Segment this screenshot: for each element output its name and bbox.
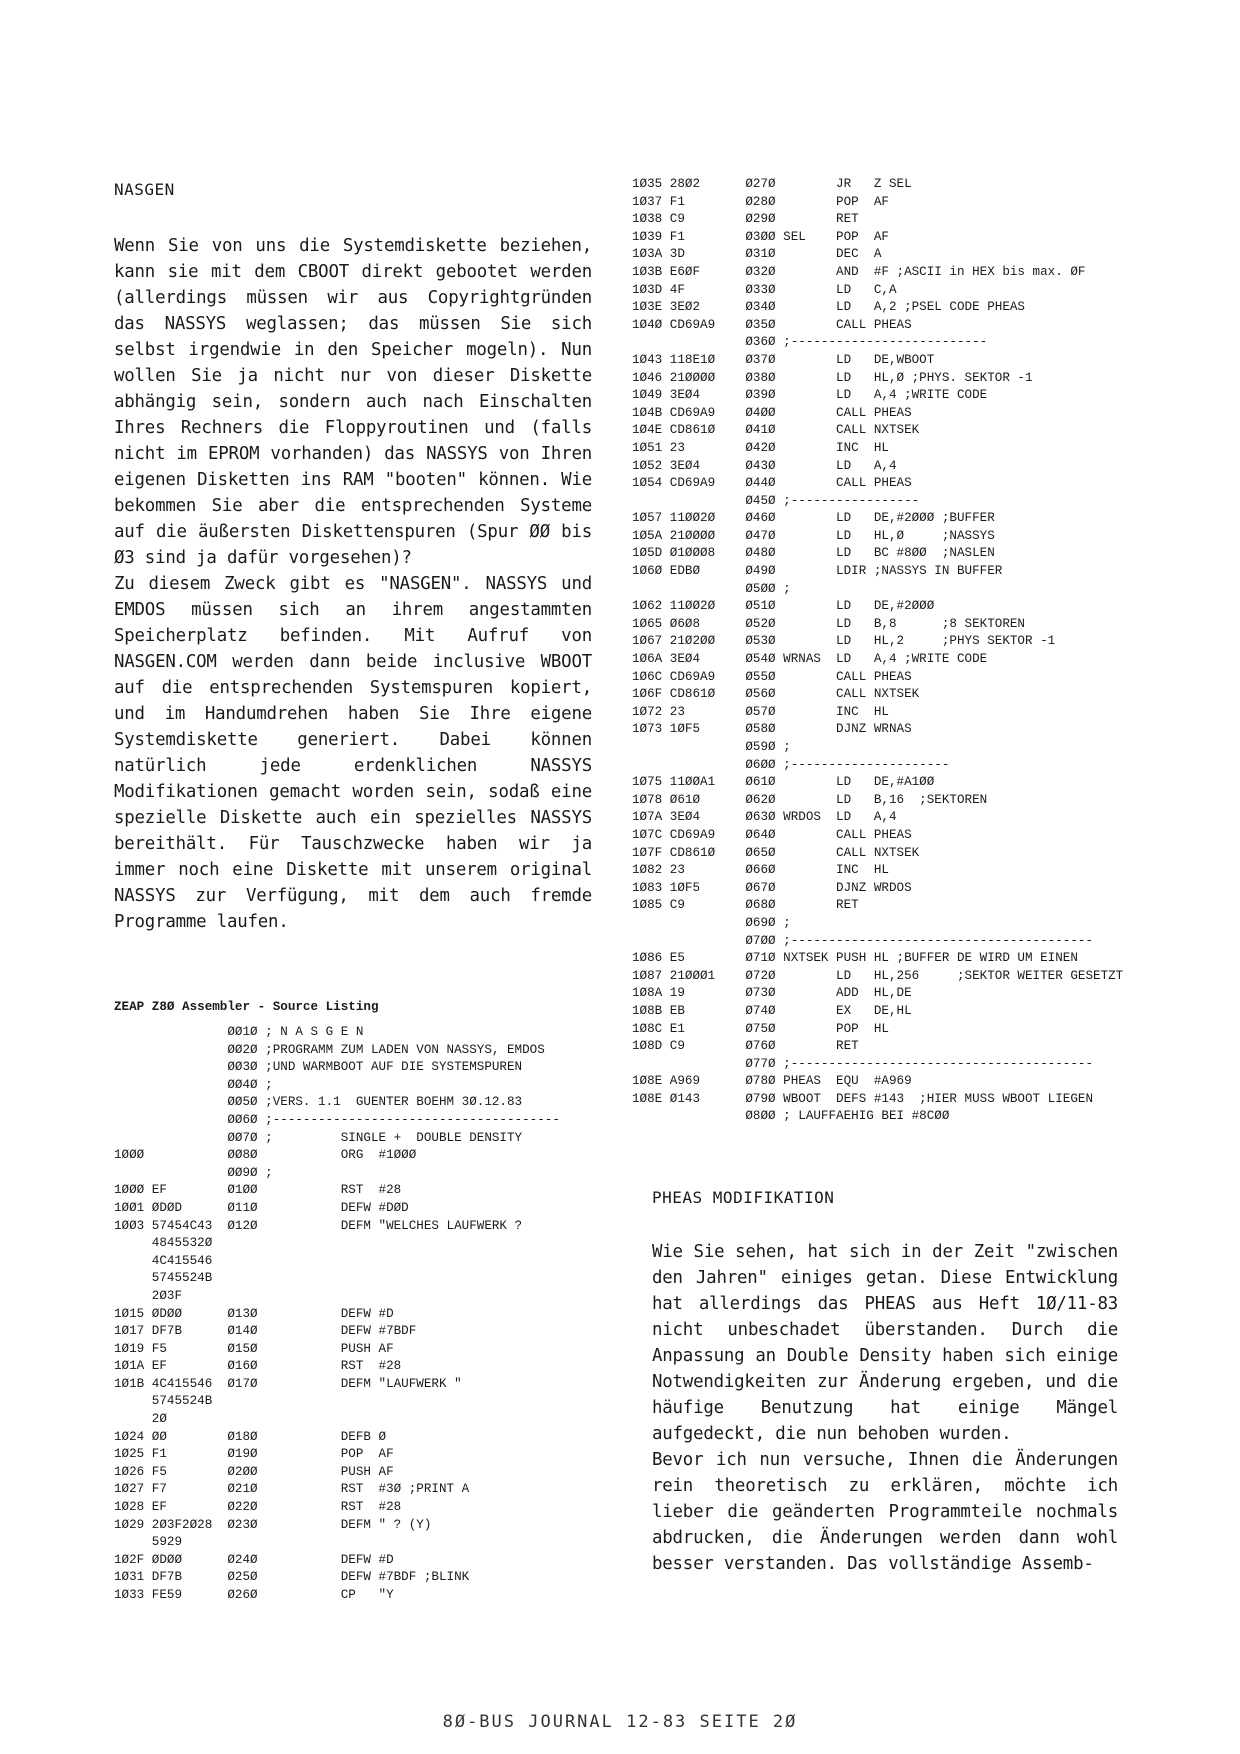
listing-line: 1Ø29 2Ø3F2Ø28 Ø23Ø DEFM " ? (Y) [114,1517,432,1532]
listing-line: 1Ø57 11ØØ2Ø Ø46Ø LD DE,#2ØØØ ;BUFFER [632,511,995,526]
listing-line: 1Ø6F CD861Ø Ø56Ø CALL NXTSEK [632,687,920,702]
listing-line: Ø7ØØ ;---------------------------------------- [632,933,1094,948]
listing-line: 1Ø85 C9 Ø68Ø RET [632,898,859,913]
listing-line: 1Ø2F ØDØØ Ø24Ø DEFW #D [114,1552,394,1567]
listing-line: 1Ø26 F5 Ø2ØØ PUSH AF [114,1464,394,1479]
listing-line: 1Ø52 3EØ4 Ø43Ø LD A,4 [632,458,897,473]
listing-line: 1Ø82 23 Ø66Ø INC HL [632,863,889,878]
listing-line: 1Ø49 3EØ4 Ø39Ø LD A,4 ;WRITE CODE [632,388,988,403]
listing-line: 1Ø51 23 Ø42Ø INC HL [632,440,889,455]
listing-line: Ø69Ø ; [632,915,791,930]
pheas-body [652,1239,1118,1577]
listing-line: ØØ5Ø ;VERS. 1.1 GUENTER BOEHM 3Ø.12.83 [114,1095,523,1110]
listing-line: 2Ø3F [114,1288,183,1303]
listing-line: 1Ø73 1ØF5 Ø58Ø DJNZ WRNAS [632,722,912,737]
listing-line: 1Ø28 EF Ø22Ø RST #28 [114,1500,402,1515]
listing-line: 1Ø67 21Ø2ØØ Ø53Ø LD HL,2 ;PHYS SEKTOR -1 [632,634,1056,649]
listing-line: 1ØØØ EF Ø1ØØ RST #28 [114,1183,402,1198]
right-listing-block [632,176,1222,1126]
listing-line: ØØ6Ø ;-------------------------------------- [114,1112,560,1127]
listing-line: 5745524B [114,1271,213,1286]
listing-line: ØØ2Ø ;PROGRAMM ZUM LADEN VON NASSYS, EMDOS [114,1042,545,1057]
nasgen-heading: NASGEN [114,180,175,199]
listing-line: 1Ø8A 19 Ø73Ø ADD HL,DE [632,986,912,1001]
listing-line: 1Ø8E Ø143 Ø79Ø WBOOT DEFS #143 ;HIER MUSS WBOOT LIEGEN [632,1091,1094,1106]
listing-line: ØØ4Ø ; [114,1077,273,1092]
listing-line: Ø36Ø ;-------------------------- [632,335,988,350]
listing-line: ØØ7Ø ; SINGLE + DOUBLE DENSITY [114,1130,523,1145]
listing-line: 1Ø3B E6ØF Ø32Ø AND #F ;ASCII in HEX bis max. ØF [632,264,1086,279]
listing-line: 1Ø6A 3EØ4 Ø54Ø WRNAS LD A,4 ;WRITE CODE [632,652,988,667]
listing-line: Ø8ØØ ; LAUFFAEHIG BEI #8CØØ [632,1109,950,1124]
listing-line: 1Ø86 E5 Ø71Ø NXTSEK PUSH HL ;BUFFER DE WIRD UM EINEN [632,951,1078,966]
listing-line: 1Ø3A 3D Ø31Ø DEC A [632,247,882,262]
listing-line: 1Ø5A 21ØØØØ Ø47Ø LD HL,Ø ;NASSYS [632,528,995,543]
listing-line: 4845532Ø [114,1236,213,1251]
left-listing-block [114,1000,634,1605]
listing-line: 1ØØ3 57454C43 Ø12Ø DEFM "WELCHES LAUFWERK ? [114,1218,523,1233]
pheas-heading: PHEAS MODIFIKATION [652,1188,835,1207]
listing-line: 1Ø4E CD861Ø Ø41Ø CALL NXTSEK [632,423,920,438]
listing-line: 1Ø15 ØDØØ Ø13Ø DEFW #D [114,1306,394,1321]
right-text-column [652,1188,1118,1577]
listing-line: 1Ø6C CD69A9 Ø55Ø CALL PHEAS [632,669,912,684]
listing-line: 4C415546 [114,1253,213,1268]
listing-line: 1Ø25 F1 Ø19Ø POP AF [114,1447,394,1462]
listing-line: 1Ø19 F5 Ø15Ø PUSH AF [114,1341,394,1356]
listing-line: 1Ø8E A969 Ø78Ø PHEAS EQU #A969 [632,1074,912,1089]
listing-line: 1Ø5D Ø1ØØØ8 Ø48Ø LD BC #8ØØ ;NASLEN [632,546,995,561]
listing-line: 1Ø4Ø CD69A9 Ø35Ø CALL PHEAS [632,317,912,332]
paragraph: Bevor ich nun versuche, Ihnen die Änderungen rein theoretisch zu erklären, möchte ich lieber die geänderten Programmteile nochmals abdrucken, die Änderungen werden dann wohl besser verstanden. Das vollständige Assemb- [652,1450,1118,1574]
listing-line: 1Ø43 118E1Ø Ø37Ø LD DE,WBOOT [632,352,935,367]
listing-line: 1Ø35 28Ø2 Ø27Ø JR Z SEL [632,177,912,191]
listing-line: 1Ø8C E1 Ø75Ø POP HL [632,1021,889,1036]
listing-line: 1Ø31 DF7B Ø25Ø DEFW #7BDF ;BLINK [114,1570,470,1585]
listing-line: ØØ1Ø ; N A S G E N [114,1025,364,1039]
paragraph: Zu diesem Zweck gibt es "NASGEN". NASSYS und EMDOS müssen sich an ihrem angestammten Speicherplatz befinden. Mit Aufruf von NASGEN.COM werden dann beide inclusive WBOOT auf die entsprechenden Systemspuren kopiert, und im Handumdrehen haben Sie Ihre eigene Systemdiskette generiert. Dabei können natürlich jede erdenklichen NASSYS Modifikationen gemacht worden sein, sodaß eine spezielle Diskette auch ein spezielles NASSYS bereithält. Für Tauschzwecke haben wir ja immer noch eine Diskette mit unserem original NASSYS zur Verfügung, mit dem auch fremde Programme laufen. [114,574,592,932]
listing-line: 1Ø24 ØØ Ø18Ø DEFB Ø [114,1429,387,1444]
listing-line: 5929 [114,1535,183,1550]
listing-line: 1ØØ1 ØDØD Ø11Ø DEFW #DØD [114,1200,409,1215]
listing-line: 1Ø27 F7 Ø21Ø RST #3Ø ;PRINT A [114,1482,470,1497]
listing-line: 1Ø1A EF Ø16Ø RST #28 [114,1359,402,1374]
listing-line: 1Ø7A 3EØ4 Ø63Ø WRDOS LD A,4 [632,810,897,825]
listing-line: 1Ø46 21ØØØØ Ø38Ø LD HL,Ø ;PHYS. SEKTOR -1 [632,370,1033,385]
listing-line: 1Ø8D C9 Ø76Ø RET [632,1039,859,1054]
listing-line: 1Ø8B EB Ø74Ø EX DE,HL [632,1003,912,1018]
listing-line: 1Ø65 Ø6Ø8 Ø52Ø LD B,8 ;8 SEKTOREN [632,616,1025,631]
listing-line: 1Ø7F CD861Ø Ø65Ø CALL NXTSEK [632,845,920,860]
listing-line: 1ØØØ ØØ8Ø ORG #1ØØØ [114,1148,417,1163]
listing-line: Ø6ØØ ;--------------------- [632,757,950,772]
listing-line: 2Ø [114,1412,167,1427]
paragraph: Wenn Sie von uns die Systemdiskette beziehen, kann sie mit dem CBOOT direkt gebootet werden (allerdings müssen wir aus Copyrightgründen das NASSYS weglassen; das müssen Sie sich selbst irgendwie in den Speicher mogeln). Nun wollen Sie ja nicht nur von dieser Diskette abhängig sein, sondern auch nach Einschalten Ihres Rechners die Floppyroutinen und (falls nicht im EPROM vorhanden) das NASSYS von Ihren eigenen Disketten ins RAM "booten" können. Wie bekommen Sie aber die entsprechenden Systeme auf die äußersten Diskettenspuren (Spur ØØ bis Ø3 sind ja dafür vorgesehen)? [114,236,592,568]
listing-line: 5745524B [114,1394,213,1409]
listing-line: 1Ø87 21ØØØ1 Ø72Ø LD HL,256 ;SEKTOR WEITER GESETZT [632,968,1124,983]
listing-line: 1Ø6Ø EDBØ Ø49Ø LDIR ;NASSYS IN BUFFER [632,564,1003,579]
nasgen-body [114,233,592,935]
listing-line: 1Ø83 1ØF5 Ø67Ø DJNZ WRDOS [632,880,912,895]
listing-line: Ø59Ø ; [632,740,791,754]
listing-title: ZEAP Z8Ø Assembler - Source Listing [114,1000,379,1014]
listing-line: 1Ø17 DF7B Ø14Ø DEFW #7BDF [114,1324,417,1339]
source-listing-part1 [114,1024,634,1605]
paragraph: Wie Sie sehen, hat sich in der Zeit "zwischen den Jahren" einiges getan. Diese Entwicklung hat allerdings das PHEAS aus Heft 1Ø/11-83 nicht unbeschadet überstanden. Durch die Anpassung an Double Density haben sich einige Notwendigkeiten zur Änderung ergeben, und die häufige Benutzung hat einige Mängel aufgedeckt, die nun behoben wurden. [652,1242,1118,1444]
listing-line: 1Ø37 F1 Ø28Ø POP AF [632,194,889,209]
listing-line: 1Ø38 C9 Ø29Ø RET [632,212,859,227]
listing-line: ØØ9Ø ; [114,1165,273,1180]
listing-line: Ø77Ø ;---------------------------------------- [632,1056,1094,1071]
listing-line: 1Ø3E 3EØ2 Ø34Ø LD A,2 ;PSEL CODE PHEAS [632,300,1025,315]
listing-line: Ø45Ø ;----------------- [632,493,920,508]
listing-line: 1Ø39 F1 Ø3ØØ SEL POP AF [632,229,889,244]
listing-line: 1Ø62 11ØØ2Ø Ø51Ø LD DE,#2ØØØ [632,599,935,614]
listing-line: 1Ø4B CD69A9 Ø4ØØ CALL PHEAS [632,405,912,420]
source-listing-part2 [632,176,1222,1126]
left-text-column [114,180,592,935]
listing-line: 1Ø72 23 Ø57Ø INC HL [632,704,889,719]
listing-line: Ø5ØØ ; [632,581,791,596]
listing-line: 1Ø1B 4C415546 Ø17Ø DEFM "LAUFWERK " [114,1376,462,1391]
listing-line: 1Ø78 Ø61Ø Ø62Ø LD B,16 ;SEKTOREN [632,792,988,807]
listing-line: ØØ3Ø ;UND WARMBOOT AUF DIE SYSTEMSPUREN [114,1060,523,1075]
listing-line: 1Ø3D 4F Ø33Ø LD C,A [632,282,897,297]
page-footer: 8Ø-BUS JOURNAL 12-83 SEITE 2Ø [442,1712,798,1732]
listing-line: 1Ø33 FE59 Ø26Ø CP "Y [114,1588,394,1602]
listing-line: 1Ø54 CD69A9 Ø44Ø CALL PHEAS [632,476,912,491]
listing-line: 1Ø75 11ØØA1 Ø61Ø LD DE,#A1ØØ [632,775,935,790]
listing-line: 1Ø7C CD69A9 Ø64Ø CALL PHEAS [632,827,912,842]
